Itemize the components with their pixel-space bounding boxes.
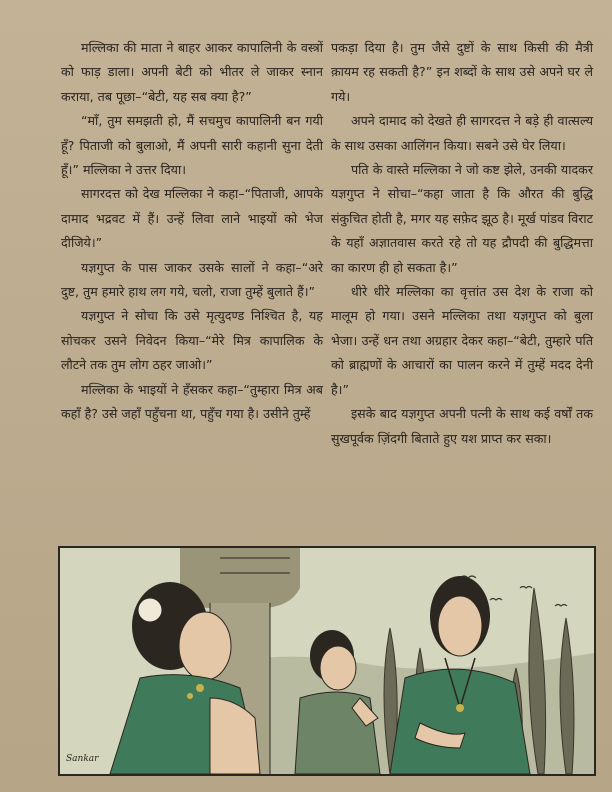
left-text-column — [61, 36, 323, 427]
paragraph: धीरे धीरे मल्लिका का वृत्तांत उस देश के राजा को मालूम हो गया। उसने मल्लिका तथा यज्ञगुप्त को बुला भेजा। उन्हें धन तथा अग्रहार देकर कहा–“बेटी, तुम्हारे पति को ब्राह्मणों के आचारों का पालन करने में तुम्हें मदद देनी है।” — [331, 284, 593, 397]
paragraph: यज्ञगुप्त ने सोचा कि उसे मृत्युदण्ड निश्चित है, यह सोचकर उसने निवेदन किया–“मेरे मित्र कापालिक के लौटने तक तुम लोग ठहर जाओ।” — [61, 308, 323, 373]
artist-signature: Sankar — [66, 754, 99, 764]
paragraph: इसके बाद यज्ञगुप्त अपनी पत्नी के साथ कई वर्षों तक सुखपूर्वक ज़िंदगी बिताते हुए यश प्राप्त कर सका। — [331, 406, 593, 446]
paragraph: “माँ, तुम समझती हो, मैं सचमुच कापालिनी बन गयी हूँ? पिताजी को बुलाओ, मैं अपनी सारी कहानी सुना देती हूँ।” मल्लिका ने उत्तर दिया। — [61, 113, 323, 178]
paragraph: मल्लिका की माता ने बाहर आकर कापालिनी के वस्त्रों को फाड़ डाला। अपनी बेटी को भीतर ले जाकर स्नान कराया, तब पूछा–“बेटी, यह सब क्या है?” — [61, 40, 323, 104]
paragraph: मल्लिका के भाइयों ने हँसकर कहा–“तुम्हारा मित्र अब कहाँ है? उसे जहाँ पहुँचना था, पहुँच गया है। उसीने तुम्हें — [61, 381, 323, 422]
paragraph: पति के वास्ते मल्लिका ने जो कष्ट झेले, उनकी यादकर यज्ञगुप्त ने सोचा–“कहा जाता है कि औरत की बुद्धि संकुचित होती है, मगर यह सफ़ेद झूठ है। मूर्ख पांडव विराट के यहाँ अज्ञातवास करते रहे तो यह द्रौपदी की बुद्धिमत्ता का कारण ही हो सकता है।” — [331, 162, 593, 275]
right-text-column — [331, 36, 593, 451]
story-illustration — [58, 546, 596, 776]
illustration-scene — [60, 548, 594, 774]
paragraph: अपने दामाद को देखते ही सागरदत्त ने बड़े ही वात्सल्य के साथ उसका आलिंगन किया। सबने उसे घेर लिया। — [331, 113, 593, 153]
paragraph: पकड़ा दिया है। तुम जैसे दुष्टों के साथ किसी की मैत्री क़ायम रह सकती है?” इन शब्दों के साथ उसे अपने घर ले गये। — [331, 40, 593, 104]
paragraph: सागरदत्त को देख मल्लिका ने कहा–“पिताजी, आपके दामाद भद्रवट में हैं। उन्हें लिवा लाने भाइयों को भेज दीजिये।” — [61, 186, 323, 251]
paragraph: यज्ञगुप्त के पास जाकर उसके सालों ने कहा–“अरे दुष्ट, तुम हमारे हाथ लग गये, चलो, राजा तुम्हें बुलाते हैं।” — [61, 259, 323, 300]
